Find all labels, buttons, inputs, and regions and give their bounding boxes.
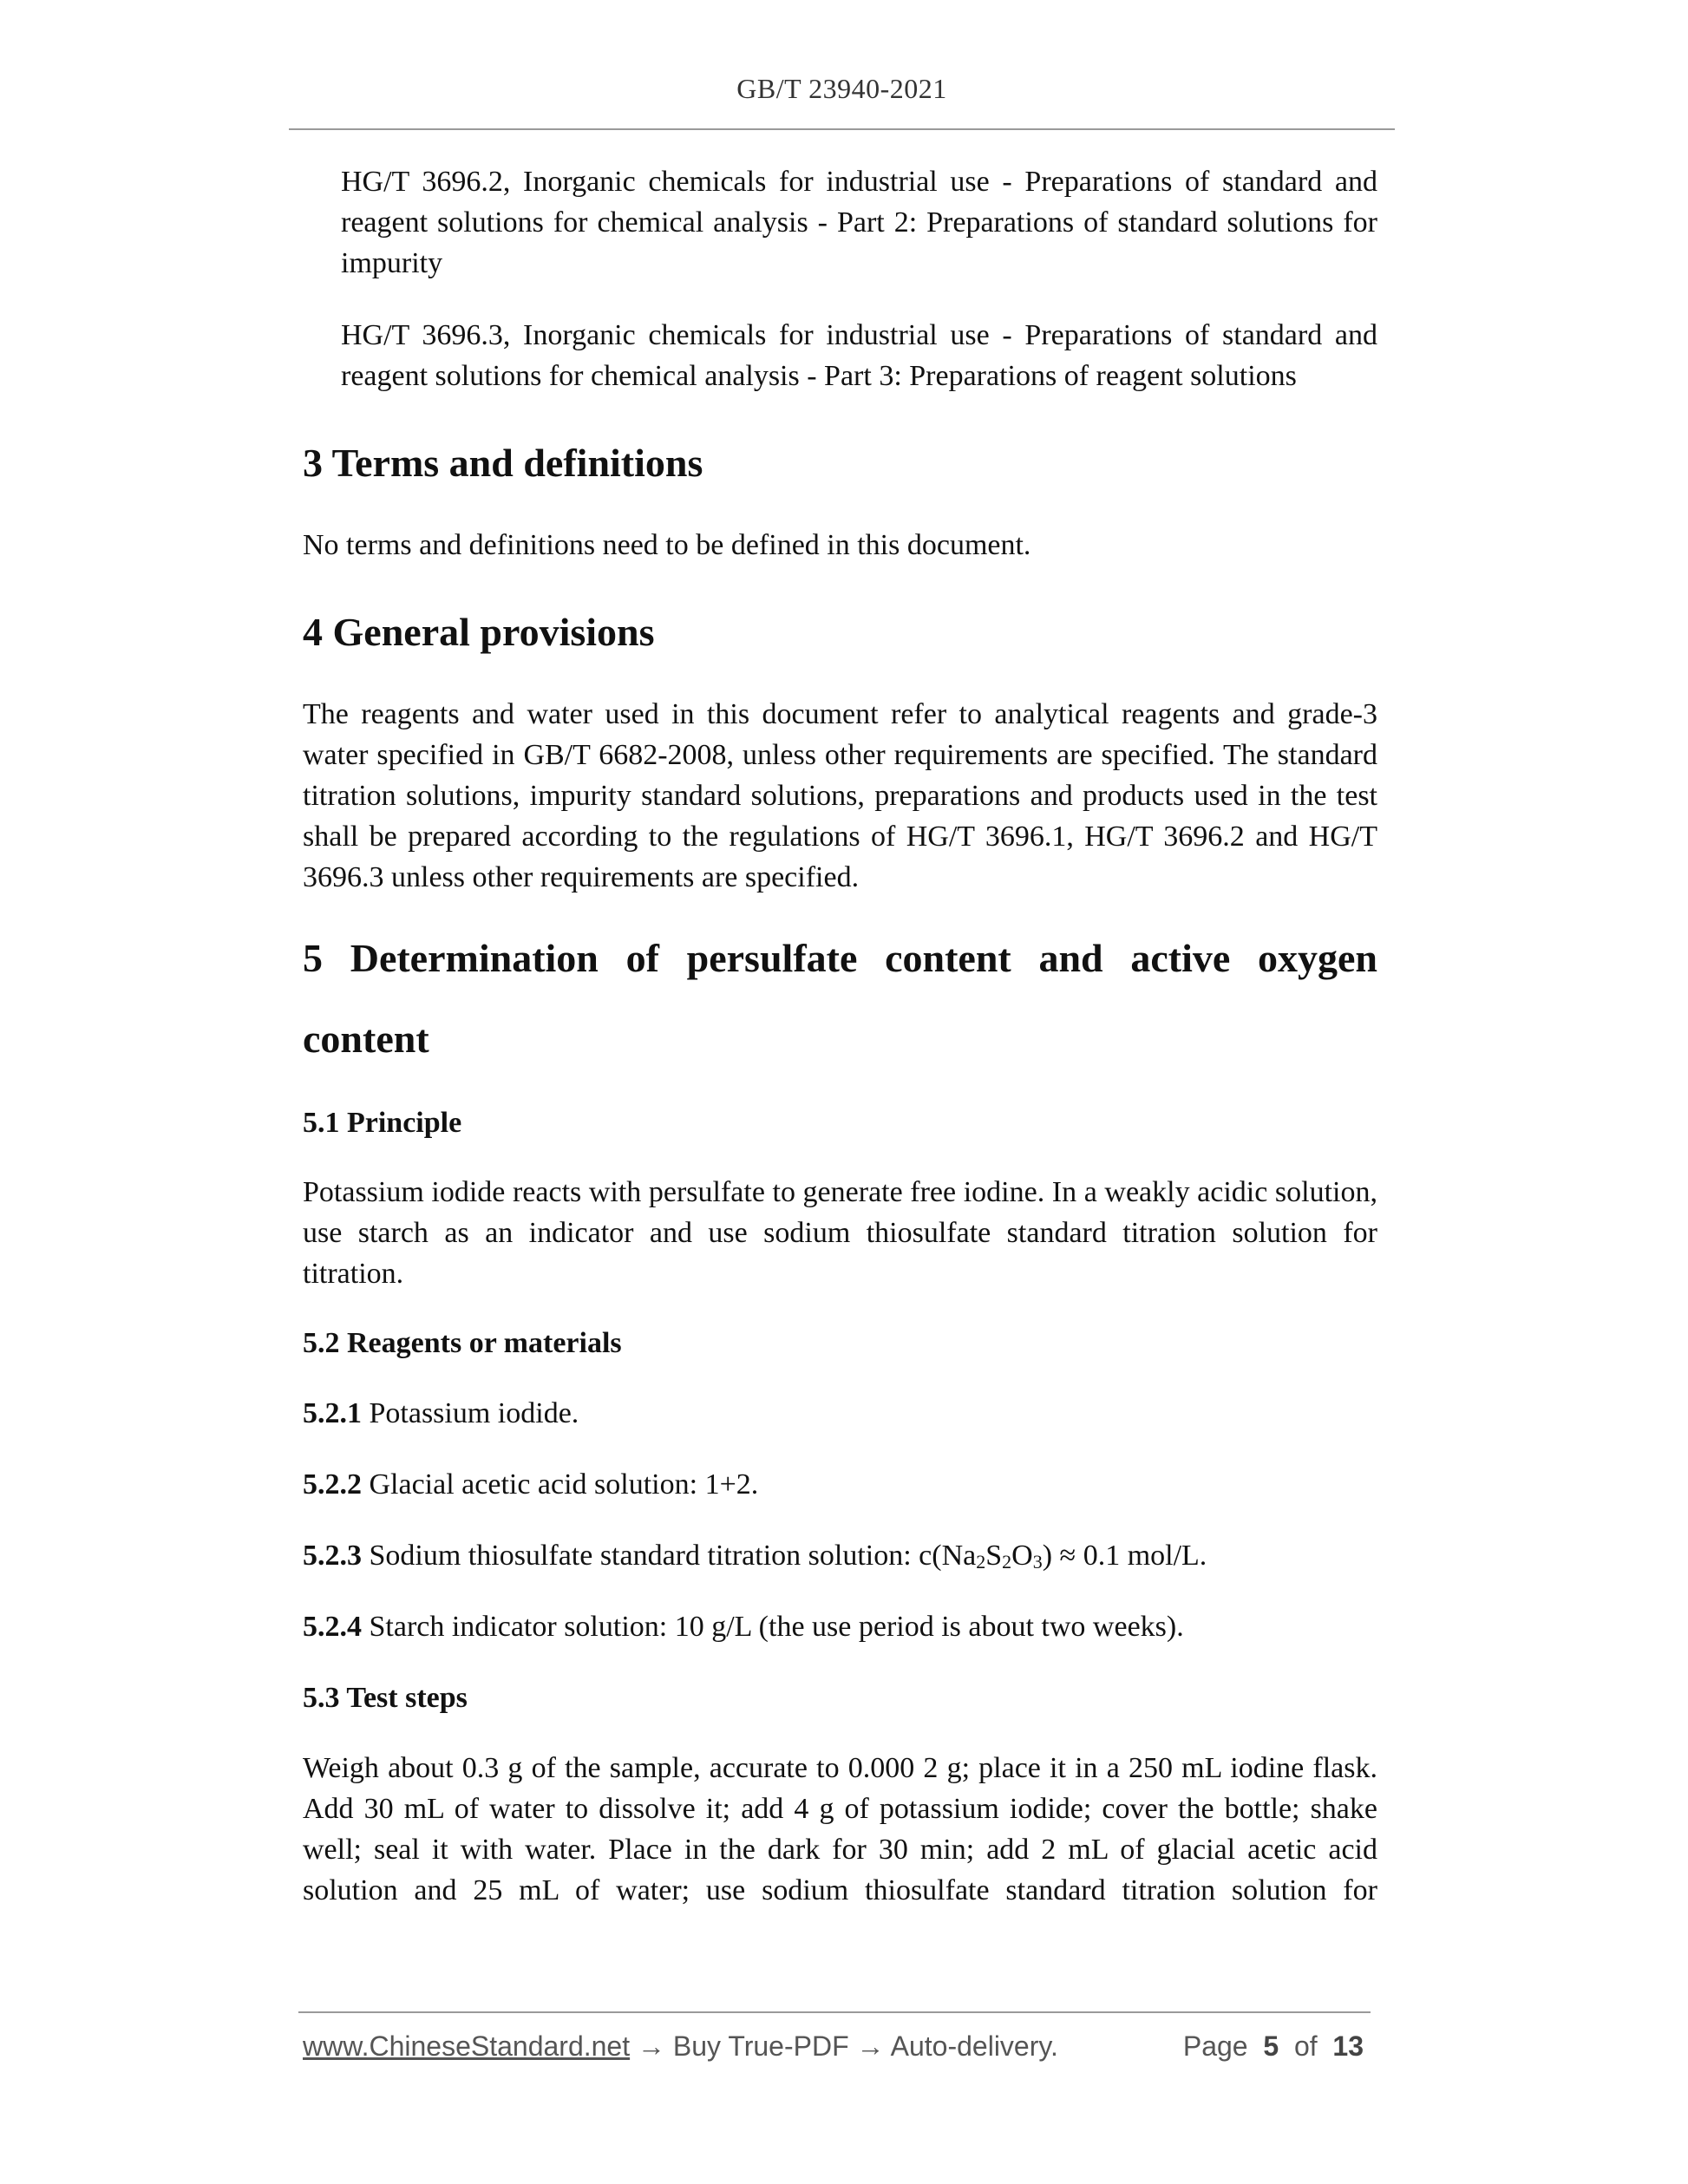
page-content [303,161,1377,1911]
page-total: 13 [1332,2030,1364,2062]
item-5-2-1-number: 5.2.1 [303,1397,362,1429]
section-5-3-text: Weigh about 0.3 g of the sample, accurate to 0.000 2 g; place it in a 250 mL iodine flask. Add 30 mL of water to dissolve it; add 4 g of potassium iodide; cover the bottle; shake well; seal it with water. Place in the dark for 30 min; add 2 mL of glacial acetic acid solution and 25 mL of water; use sodium thiosulfate standard titration solution for [303,1752,1377,1906]
section-5-3-heading: 5.3 Test steps [303,1682,468,1714]
item-5-2-4 [303,1606,1377,1647]
item-5-2-1 [303,1393,1377,1434]
item-5-2-1-text: Potassium iodide. [369,1397,579,1429]
of-label: of [1293,2030,1318,2062]
footer-rule [298,2011,1371,2013]
section-3-heading: 3 Terms and definitions [303,441,703,485]
page-indicator [1183,2030,1364,2063]
arrow-right-icon: → [638,2030,665,2062]
section-5-1-heading: 5.1 Principle [303,1107,462,1139]
item-5-2-4-number: 5.2.4 [303,1611,362,1643]
section-4-text: The reagents and water used in this document refer to analytical reagents and grade-3 water specified in GB/T 6682-2008, unless other requirements are specified. The standard titration solutions, impurity standard solutions, preparations and products used in the test shall be prepared according to the regulations of HG/T 3696.1, HG/T 3696.2 and HG/T 3696.3 unless other requirements are specified. [303,698,1377,893]
item-5-2-3 [303,1535,1377,1576]
item-5-2-4-text: Starch indicator solution: 10 g/L (the use period is about two weeks). [369,1611,1184,1643]
item-5-2-3-number: 5.2.3 [303,1540,362,1572]
section-5-1-text: Potassium iodide reacts with persulfate to generate free iodine. In a weakly acidic solution, use starch as an indicator and use sodium thiosulfate standard titration solution for titration. [303,1176,1377,1290]
chinesestandard-link[interactable]: www.ChineseStandard.net [303,2030,631,2062]
header-rule [289,128,1395,130]
section-4-heading: 4 General provisions [303,610,655,654]
page-label: Page [1182,2030,1248,2062]
section-5-heading: 5 Determination of persulfate content and active oxygen content [303,936,1377,1061]
arrow-right-icon: → [856,2030,885,2062]
item-5-2-3-text: Sodium thiosulfate standard titration solution: $c(Na_2S_2O_3) \approx 0.1$ mol/L. [369,1540,1207,1573]
reference-hg-3696-2: HG/T 3696.2, Inorganic chemicals for industrial use - Preparations of standard and reagent solutions for chemical analysis - Part 2: Preparations of standard solutions for impurity [341,166,1377,279]
item-5-2-2 [303,1464,1377,1505]
section-3-text: No terms and definitions need to be defined in this document. [303,529,1031,561]
item-5-2-2-number: 5.2.2 [303,1468,362,1501]
page-number: 5 [1263,2030,1279,2062]
item-5-2-2-text: Glacial acetic acid solution: 1+2. [369,1468,759,1501]
page-footer [303,2030,1371,2069]
auto-delivery-text: Auto-delivery. [890,2030,1058,2062]
section-5-2-heading: 5.2 Reagents or materials [303,1327,622,1359]
page-header: GB/T 23940-2021 [736,73,947,104]
reference-hg-3696-3: HG/T 3696.3, Inorganic chemicals for industrial use - Preparations of standard and reagent solutions for chemical analysis - Part 3: Preparations of reagent solutions [341,319,1377,392]
buy-true-pdf-text: Buy True-PDF [672,2030,849,2062]
footer-promo [303,2030,1058,2063]
